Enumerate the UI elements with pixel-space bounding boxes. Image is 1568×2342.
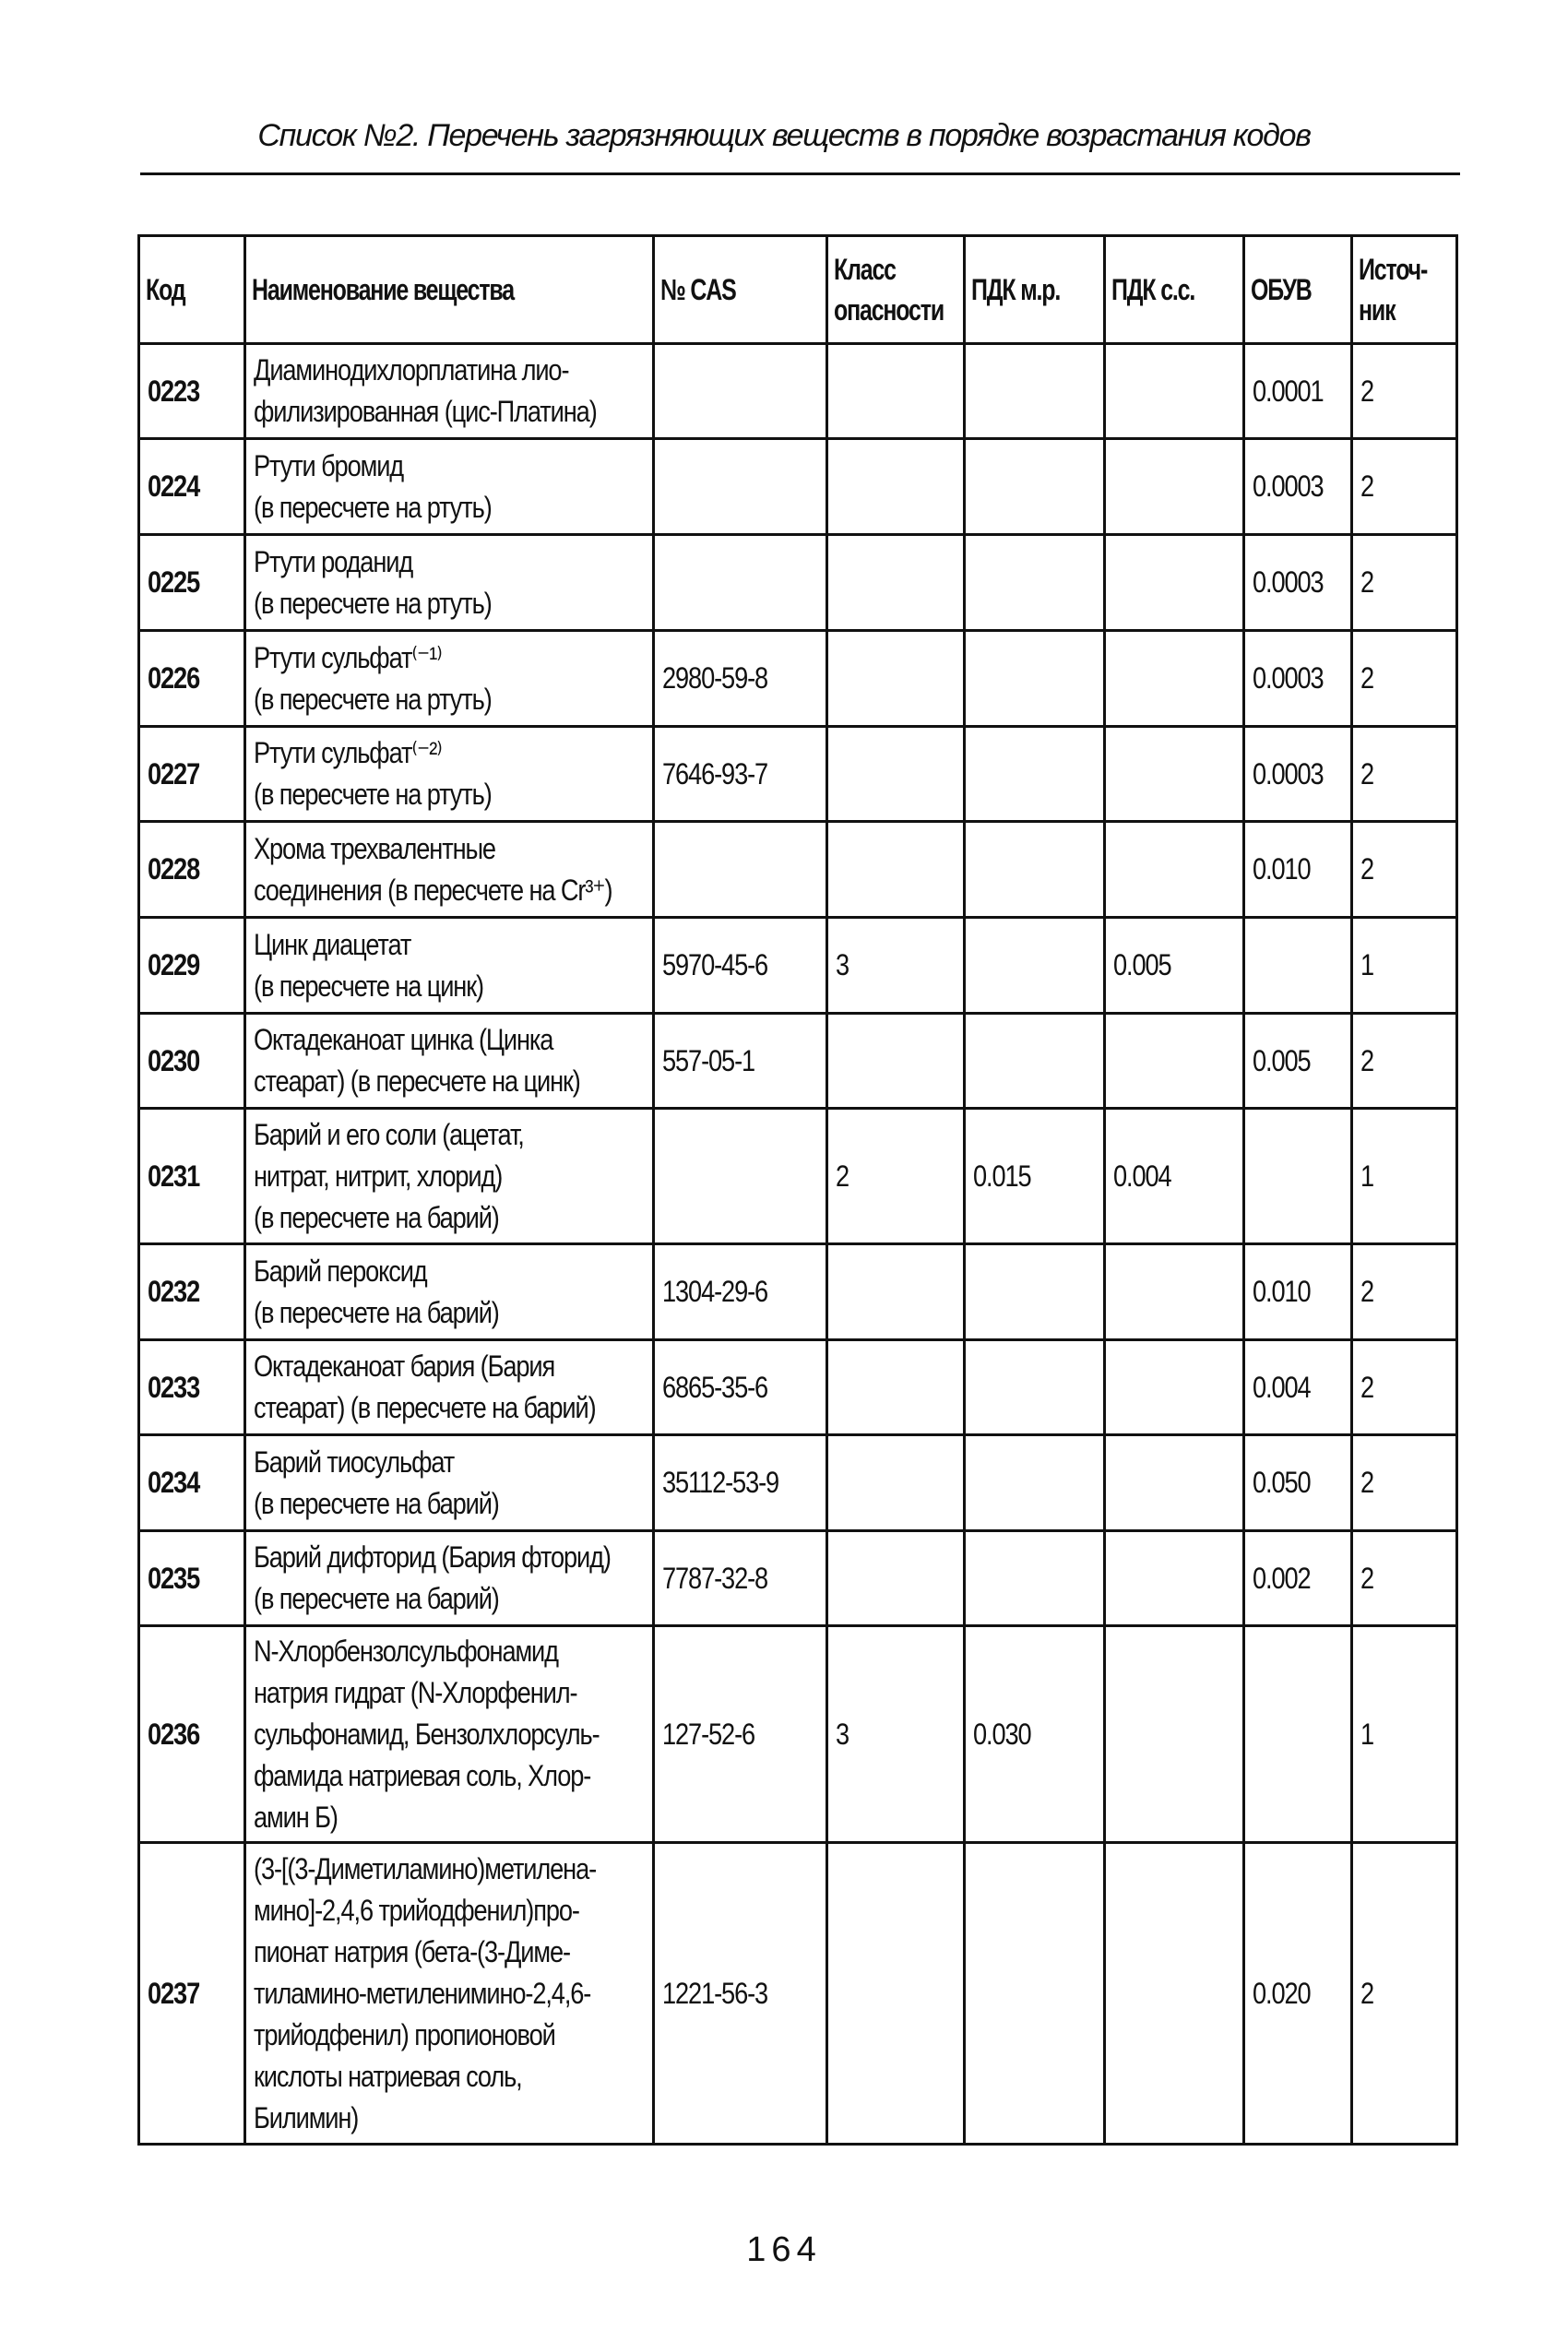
cell-code — [139, 1340, 245, 1435]
cell-code-text: 0229 — [148, 948, 200, 981]
cell-name-text: (3-[(3-Диметиламино)метилена- мино]-2,4,6 трийодфенил)про- пионат натрия (бета-(3-Диме- тиламино-метиленимино-2,4,6- трийодфенил) пропионовой кислоты натриевая соль, Билимин) — [254, 1851, 597, 2134]
cell-pdk-ss — [1105, 1435, 1244, 1531]
cell-code-text: 0230 — [148, 1043, 200, 1077]
cell-cas-text: 6865-35-6 — [662, 1370, 768, 1404]
cell-pdk-mr — [965, 439, 1105, 535]
cell-obuv-text: 0.004 — [1253, 1370, 1311, 1404]
table-row — [139, 1109, 1457, 1244]
cell-hazard-class — [827, 1109, 965, 1244]
cell-name — [245, 1340, 654, 1435]
cell-name — [245, 1109, 654, 1244]
cell-code — [139, 1109, 245, 1244]
cell-obuv — [1244, 1244, 1352, 1340]
cell-pdk-ss — [1105, 1244, 1244, 1340]
table-row — [139, 822, 1457, 918]
cell-obuv — [1244, 1626, 1352, 1843]
cell-obuv-text: 0.0003 — [1253, 470, 1324, 503]
cell-source-text: 2 — [1360, 1043, 1374, 1077]
cell-pdk-ss — [1105, 535, 1244, 631]
cell-pdk-mr — [965, 1843, 1105, 2145]
cell-obuv-text: 0.0003 — [1253, 661, 1324, 695]
cell-obuv — [1244, 1435, 1352, 1531]
cell-name-text: Ртути роданид (в пересчете на ртуть) — [254, 544, 492, 620]
table-row — [139, 1244, 1457, 1340]
cell-obuv-text: 0.002 — [1253, 1561, 1311, 1595]
cell-hazard-class-text: 2 — [836, 1159, 849, 1193]
table-row — [139, 1014, 1457, 1109]
cell-cas — [654, 727, 827, 822]
cell-source — [1352, 1014, 1457, 1109]
column-header-pdk-mr — [965, 236, 1105, 344]
cell-name — [245, 918, 654, 1014]
cell-source — [1352, 918, 1457, 1014]
cell-hazard-class — [827, 1843, 965, 2145]
cell-name-text: Октадеканоат цинка (Цинка стеарат) (в пересчете на цинк) — [254, 1023, 580, 1098]
cell-pdk-ss — [1105, 727, 1244, 822]
cell-source-text: 2 — [1360, 374, 1374, 408]
cell-obuv — [1244, 918, 1352, 1014]
cell-hazard-class-text: 3 — [836, 948, 849, 981]
cell-cas-text: 5970-45-6 — [662, 948, 768, 981]
cell-cas-text: 2980-59-8 — [662, 661, 768, 695]
cell-obuv — [1244, 727, 1352, 822]
cell-hazard-class — [827, 1626, 965, 1843]
cell-code — [139, 344, 245, 439]
cell-cas — [654, 535, 827, 631]
cell-pdk-mr — [965, 918, 1105, 1014]
cell-cas — [654, 344, 827, 439]
cell-source — [1352, 1626, 1457, 1843]
cell-name-text: Барий дифторид (Бария фторид) (в пересчете на барий) — [254, 1540, 611, 1615]
cell-code-text: 0233 — [148, 1370, 200, 1404]
column-header-hazard-class-text: Класс опасности — [834, 253, 944, 327]
page-number: 164 — [746, 2230, 822, 2269]
column-header-code — [139, 236, 245, 344]
cell-pdk-ss — [1105, 631, 1244, 727]
cell-name-text: Хрома трехвалентные соединения (в пересчете на Cr³⁺) — [254, 831, 612, 907]
cell-source — [1352, 1531, 1457, 1626]
cell-cas — [654, 1435, 827, 1531]
cell-code-text: 0237 — [148, 1976, 200, 2010]
cell-code-text: 0231 — [148, 1159, 200, 1193]
cell-name — [245, 822, 654, 918]
cell-source — [1352, 1244, 1457, 1340]
cell-pdk-ss — [1105, 918, 1244, 1014]
cell-obuv-text: 0.050 — [1253, 1466, 1311, 1499]
cell-code — [139, 1014, 245, 1109]
cell-name — [245, 1435, 654, 1531]
table-row — [139, 535, 1457, 631]
cell-obuv — [1244, 631, 1352, 727]
cell-hazard-class — [827, 822, 965, 918]
cell-name-text: Барий тиосульфат (в пересчете на барий) — [254, 1444, 499, 1520]
cell-code — [139, 822, 245, 918]
cell-code — [139, 1843, 245, 2145]
cell-obuv — [1244, 1531, 1352, 1626]
cell-code — [139, 439, 245, 535]
table-row — [139, 1340, 1457, 1435]
header-divider — [140, 172, 1460, 175]
cell-name — [245, 631, 654, 727]
column-header-pdk-mr-text: ПДК м.р. — [971, 272, 1061, 306]
cell-code — [139, 1435, 245, 1531]
cell-pdk-mr — [965, 1435, 1105, 1531]
cell-cas-text: 557-05-1 — [662, 1043, 755, 1077]
cell-hazard-class — [827, 439, 965, 535]
cell-name-text: Ртути бромид (в пересчете на ртуть) — [254, 448, 492, 524]
cell-cas — [654, 822, 827, 918]
cell-source-text: 1 — [1360, 1159, 1374, 1193]
cell-name-text: N-Хлорбензолсульфонамид натрия гидрат (N-Хлорфенил- сульфонамид, Бензолхлорсуль- фамида натриевая соль, Хлор- амин Б) — [254, 1634, 600, 1834]
cell-obuv — [1244, 1843, 1352, 2145]
cell-obuv — [1244, 344, 1352, 439]
table-row — [139, 727, 1457, 822]
cell-cas-text: 7787-32-8 — [662, 1561, 768, 1595]
cell-source — [1352, 535, 1457, 631]
cell-obuv — [1244, 535, 1352, 631]
cell-cas — [654, 1109, 827, 1244]
cell-name — [245, 727, 654, 822]
cell-name — [245, 1244, 654, 1340]
cell-obuv-text: 0.0001 — [1253, 374, 1324, 408]
table-row — [139, 1435, 1457, 1531]
cell-pdk-ss — [1105, 439, 1244, 535]
cell-pdk-ss-text: 0.005 — [1113, 948, 1171, 981]
cell-source-text: 2 — [1360, 1561, 1374, 1595]
cell-name-text: Ртути сульфат⁽⁻²⁾ (в пересчете на ртуть) — [254, 736, 492, 811]
cell-source-text: 2 — [1360, 565, 1374, 599]
cell-source-text: 1 — [1360, 1717, 1374, 1751]
column-header-name — [245, 236, 654, 344]
cell-hazard-class — [827, 1531, 965, 1626]
cell-name-text: Барий и его соли (ацетат, нитрат, нитрит, хлорид) (в пересчете на барий) — [254, 1117, 524, 1234]
table-row — [139, 344, 1457, 439]
cell-name-text: Цинк диацетат (в пересчете на цинк) — [254, 927, 483, 1003]
cell-name — [245, 1531, 654, 1626]
cell-source — [1352, 1843, 1457, 2145]
cell-pdk-mr — [965, 727, 1105, 822]
column-header-source — [1352, 236, 1457, 344]
cell-name-text: Барий пероксид (в пересчете на барий) — [254, 1254, 499, 1329]
cell-source-text: 2 — [1360, 1976, 1374, 2010]
cell-pdk-mr — [965, 344, 1105, 439]
cell-obuv-text: 0.0003 — [1253, 565, 1324, 599]
column-header-name-text: Наименование вещества — [252, 272, 514, 306]
cell-pdk-mr-text: 0.030 — [973, 1717, 1031, 1751]
cell-code-text: 0228 — [148, 852, 200, 886]
cell-pdk-mr — [965, 1626, 1105, 1843]
cell-source — [1352, 1109, 1457, 1244]
cell-name — [245, 535, 654, 631]
column-header-cas — [654, 236, 827, 344]
cell-code — [139, 1531, 245, 1626]
cell-code — [139, 1626, 245, 1843]
page-title: Список №2. Перечень загрязняющих веществ в порядке возрастания кодов — [257, 118, 1311, 153]
cell-source-text: 2 — [1360, 1370, 1374, 1404]
cell-cas-text: 1304-29-6 — [662, 1275, 768, 1308]
cell-hazard-class — [827, 1435, 965, 1531]
cell-obuv-text: 0.0003 — [1253, 756, 1324, 791]
column-header-pdk-ss-text: ПДК с.с. — [1111, 272, 1195, 306]
cell-name-text: Ртути сульфат⁽⁻¹⁾ (в пересчете на ртуть) — [254, 640, 492, 716]
pollutants-table — [137, 234, 1458, 2146]
cell-pdk-ss — [1105, 822, 1244, 918]
cell-code-text: 0227 — [148, 756, 200, 791]
column-header-obuv — [1244, 236, 1352, 344]
cell-pdk-ss — [1105, 1626, 1244, 1843]
cell-pdk-ss — [1105, 1340, 1244, 1435]
cell-source-text: 1 — [1360, 948, 1374, 981]
cell-pdk-ss — [1105, 1531, 1244, 1626]
cell-name-text: Октадеканоат бария (Бария стеарат) (в пересчете на барий) — [254, 1349, 596, 1424]
cell-source — [1352, 631, 1457, 727]
cell-code — [139, 727, 245, 822]
cell-obuv-text: 0.020 — [1253, 1976, 1311, 2010]
cell-cas — [654, 1244, 827, 1340]
cell-obuv-text: 0.010 — [1253, 1275, 1311, 1308]
table-row — [139, 439, 1457, 535]
cell-pdk-mr — [965, 822, 1105, 918]
cell-hazard-class — [827, 1244, 965, 1340]
cell-code-text: 0225 — [148, 565, 200, 599]
cell-code-text: 0223 — [148, 374, 200, 408]
table-row — [139, 631, 1457, 727]
cell-name — [245, 439, 654, 535]
cell-pdk-mr-text: 0.015 — [973, 1159, 1031, 1193]
cell-source-text: 2 — [1360, 1466, 1374, 1499]
cell-code — [139, 918, 245, 1014]
table-row — [139, 1843, 1457, 2145]
cell-pdk-ss — [1105, 1109, 1244, 1244]
cell-cas — [654, 918, 827, 1014]
cell-cas-text: 7646-93-7 — [662, 756, 768, 791]
column-header-source-text: Источ- ник — [1359, 253, 1428, 327]
cell-code — [139, 631, 245, 727]
column-header-obuv-text: ОБУВ — [1251, 272, 1312, 306]
cell-hazard-class-text: 3 — [836, 1717, 849, 1751]
table-row — [139, 918, 1457, 1014]
cell-code-text: 0232 — [148, 1275, 200, 1308]
cell-source — [1352, 344, 1457, 439]
cell-name — [245, 344, 654, 439]
cell-pdk-ss — [1105, 1843, 1244, 2145]
cell-pdk-ss — [1105, 344, 1244, 439]
cell-code-text: 0236 — [148, 1717, 200, 1751]
cell-name — [245, 1626, 654, 1843]
cell-source — [1352, 1340, 1457, 1435]
cell-hazard-class — [827, 344, 965, 439]
cell-cas — [654, 631, 827, 727]
cell-pdk-mr — [965, 535, 1105, 631]
cell-source-text: 2 — [1360, 1275, 1374, 1308]
cell-hazard-class — [827, 727, 965, 822]
cell-cas — [654, 439, 827, 535]
cell-hazard-class — [827, 535, 965, 631]
cell-source-text: 2 — [1360, 852, 1374, 886]
cell-cas — [654, 1531, 827, 1626]
cell-cas — [654, 1014, 827, 1109]
cell-cas-text: 35112-53-9 — [662, 1466, 779, 1499]
cell-source-text: 2 — [1360, 470, 1374, 503]
column-header-pdk-ss — [1105, 236, 1244, 344]
cell-obuv-text: 0.010 — [1253, 852, 1311, 886]
cell-pdk-mr — [965, 1109, 1105, 1244]
cell-cas-text: 1221-56-3 — [662, 1976, 768, 2010]
table-row — [139, 1626, 1457, 1843]
cell-obuv — [1244, 439, 1352, 535]
column-header-code-text: Код — [146, 272, 185, 306]
cell-obuv — [1244, 822, 1352, 918]
table-header-row — [139, 236, 1457, 344]
cell-code-text: 0234 — [148, 1466, 200, 1499]
cell-hazard-class — [827, 1340, 965, 1435]
cell-name-text: Диаминодихлорплатина лио- филизированная (цис-Платина) — [254, 353, 597, 428]
cell-source-text: 2 — [1360, 756, 1374, 791]
cell-hazard-class — [827, 918, 965, 1014]
cell-pdk-mr — [965, 1531, 1105, 1626]
cell-code — [139, 535, 245, 631]
cell-cas — [654, 1843, 827, 2145]
cell-pdk-mr — [965, 1340, 1105, 1435]
cell-code-text: 0224 — [148, 470, 200, 503]
cell-cas — [654, 1626, 827, 1843]
cell-obuv — [1244, 1109, 1352, 1244]
cell-pdk-ss — [1105, 1014, 1244, 1109]
table-row — [139, 1531, 1457, 1626]
cell-hazard-class — [827, 1014, 965, 1109]
cell-name — [245, 1843, 654, 2145]
cell-code — [139, 1244, 245, 1340]
cell-source — [1352, 727, 1457, 822]
cell-code-text: 0235 — [148, 1561, 200, 1595]
cell-pdk-mr — [965, 1014, 1105, 1109]
cell-name — [245, 1014, 654, 1109]
column-header-hazard-class — [827, 236, 965, 344]
cell-source — [1352, 1435, 1457, 1531]
cell-obuv — [1244, 1340, 1352, 1435]
cell-cas — [654, 1340, 827, 1435]
cell-hazard-class — [827, 631, 965, 727]
cell-code-text: 0226 — [148, 661, 200, 695]
cell-obuv — [1244, 1014, 1352, 1109]
cell-obuv-text: 0.005 — [1253, 1043, 1311, 1077]
cell-source — [1352, 439, 1457, 535]
cell-source — [1352, 822, 1457, 918]
cell-pdk-mr — [965, 1244, 1105, 1340]
column-header-cas-text: № CAS — [660, 272, 736, 306]
cell-pdk-ss-text: 0.004 — [1113, 1159, 1171, 1193]
cell-cas-text: 127-52-6 — [662, 1717, 755, 1751]
cell-pdk-mr — [965, 631, 1105, 727]
cell-source-text: 2 — [1360, 661, 1374, 695]
